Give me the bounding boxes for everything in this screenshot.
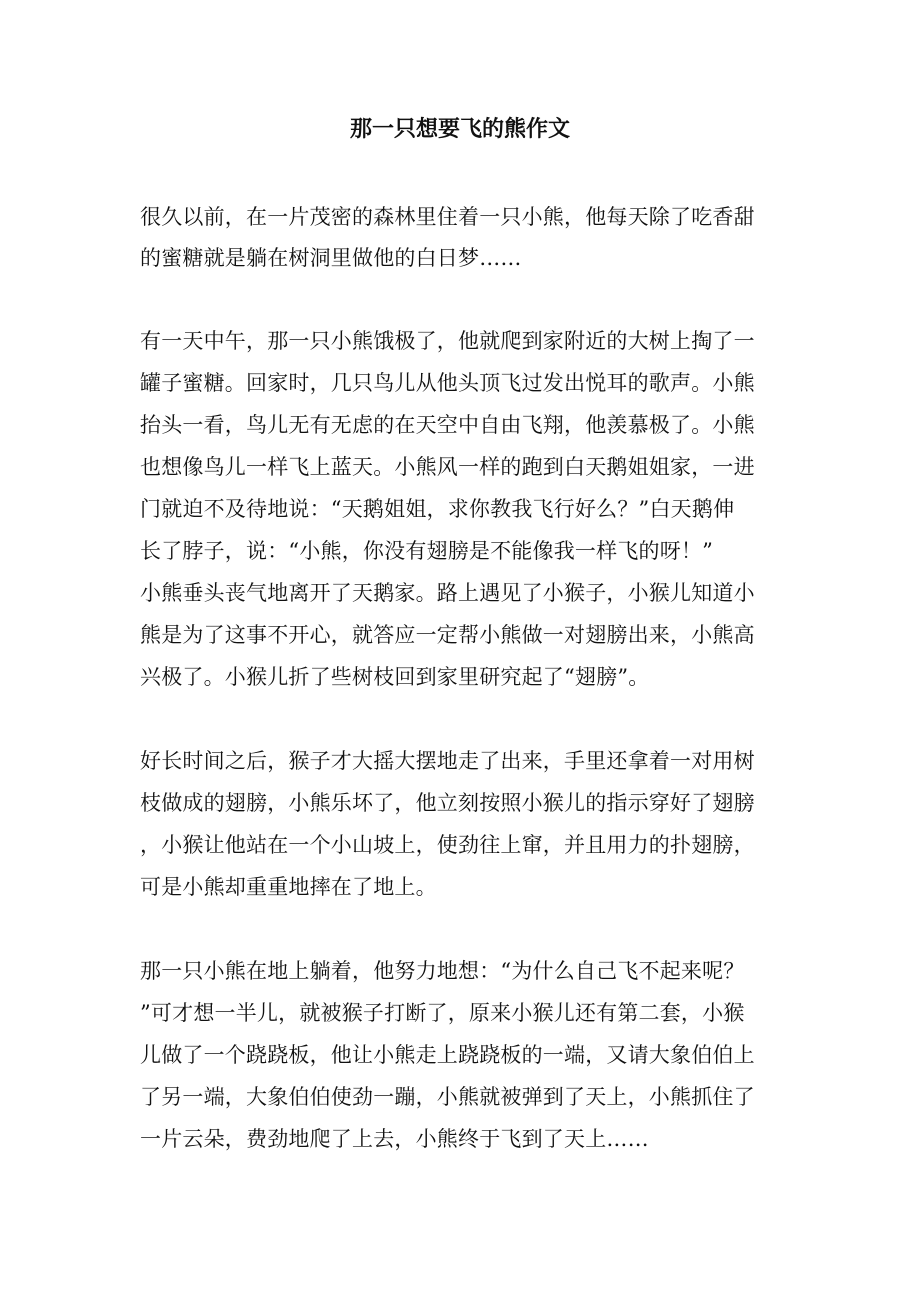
text-line: 一片云朵，费劲地爬了上去，小熊终于飞到了天上…… bbox=[140, 1127, 649, 1151]
text-line: 那一只小熊在地上躺着，他努力地想：“为什么自己飞不起来呢？ bbox=[140, 959, 745, 983]
text-line: ，小猴让他站在一个小山坡上，使劲往上窜，并且用力的扑翅膀， bbox=[140, 833, 755, 857]
text-line: 熊是为了这事不开心，就答应一定帮小熊做一对翅膀出来，小熊高 bbox=[140, 623, 755, 647]
text-line: 可是小熊却重重地摔在了地上。 bbox=[140, 875, 437, 899]
text-line: 也想像鸟儿一样飞上蓝天。小熊风一样的跑到白天鹅姐姐家，一进 bbox=[140, 455, 755, 479]
text-line: 很久以前，在一片茂密的森林里住着一只小熊，他每天除了吃香甜 bbox=[140, 205, 755, 229]
text-line: 兴极了。小猴儿折了些树枝回到家里研究起了“翅膀”。 bbox=[140, 665, 650, 689]
text-line: 好长时间之后，猴子才大摇大摆地走了出来，手里还拿着一对用树 bbox=[140, 749, 755, 773]
text-line: 有一天中午，那一只小熊饿极了，他就爬到家附近的大树上掏了一 bbox=[140, 329, 755, 353]
text-line: 抬头一看，鸟儿无有无虑的在天空中自由飞翔，他羡慕极了。小熊 bbox=[140, 413, 755, 437]
document-title: 那一只想要飞的熊作文 bbox=[349, 116, 570, 142]
text-line: 的蜜糖就是躺在树洞里做他的白日梦…… bbox=[140, 246, 522, 270]
text-line: ”可才想一半儿，就被猴子打断了，原来小猴儿还有第二套，小猴 bbox=[140, 1001, 745, 1025]
text-line: 儿做了一个跷跷板，他让小熊走上跷跷板的一端，又请大象伯伯上 bbox=[140, 1043, 755, 1067]
text-line: 门就迫不及待地说：“天鹅姐姐，求你教我飞行好么？”白天鹅伸 bbox=[140, 497, 735, 521]
text-line: 了另一端，大象伯伯使劲一蹦，小熊就被弹到了天上，小熊抓住了 bbox=[140, 1085, 755, 1109]
text-line: 枝做成的翅膀，小熊乐坏了，他立刻按照小猴儿的指示穿好了翅膀 bbox=[140, 791, 755, 815]
text-line: 长了脖子，说：“小熊，你没有翅膀是不能像我一样飞的呀！” bbox=[140, 539, 714, 563]
text-line: 罐子蜜糖。回家时，几只鸟儿从他头顶飞过发出悦耳的歌声。小熊 bbox=[140, 371, 755, 395]
text-line: 小熊垂头丧气地离开了天鹅家。路上遇见了小猴子，小猴儿知道小 bbox=[140, 581, 755, 605]
